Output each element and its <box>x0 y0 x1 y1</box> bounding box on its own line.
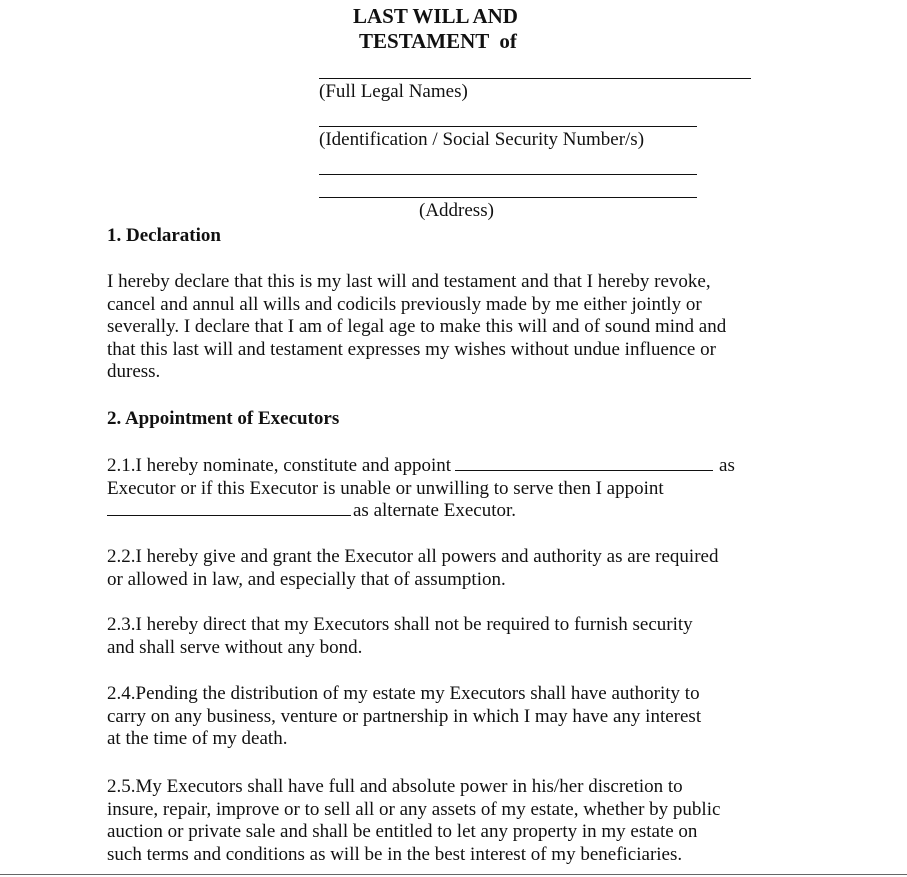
names-blank-line[interactable] <box>319 78 751 79</box>
executor-name-blank[interactable] <box>455 455 713 471</box>
paragraph-line: and shall serve without any bond. <box>107 636 363 658</box>
address-blank-line-2[interactable] <box>319 197 697 198</box>
clause-2-4 <box>107 683 701 751</box>
id-blank-line[interactable] <box>319 126 697 127</box>
clause-2-1-text-b: as <box>719 455 735 476</box>
paragraph-line: duress. <box>107 361 161 382</box>
paragraph-line: 2.4.Pending the distribution of my estate my Executors shall have authority to <box>107 683 700 704</box>
clause-2-1-text-d: as alternate Executor. <box>353 500 517 521</box>
paragraph-line: at the time of my death. <box>107 728 288 749</box>
clause-2-1-text-a: 2.1.I hereby nominate, constitute and appoint <box>107 455 452 476</box>
address-blank-line-1[interactable] <box>319 174 697 175</box>
paragraph-line: auction or private sale and shall be entitled to let any property in my estate on <box>107 821 698 842</box>
names-field-label: (Full Legal Names) <box>319 81 468 102</box>
clause-2-5 <box>107 776 720 866</box>
paragraph-line: that this last will and testament expresses my wishes without undue influence or <box>107 338 716 360</box>
paragraph-line: or allowed in law, and especially that of assumption. <box>107 568 506 590</box>
paragraph-line: cancel and annul all wills and codicils previously made by me either jointly or <box>107 293 702 315</box>
title-line-1: LAST WILL AND <box>353 4 518 28</box>
paragraph-line: 2.3.I hereby direct that my Executors shall not be required to furnish security <box>107 614 693 635</box>
section-1-heading: 1. Declaration <box>107 225 221 246</box>
paragraph-line: 2.2.I hereby give and grant the Executor all powers and authority as are required <box>107 546 719 567</box>
paragraph-line: severally. I declare that I am of legal age to make this will and of sound mind and <box>107 316 727 337</box>
paragraph-line: carry on any business, venture or partnership in which I may have any interest <box>107 705 702 727</box>
section-2-heading: 2. Appointment of Executors <box>107 408 340 429</box>
page-bottom-edge <box>0 874 907 875</box>
paragraph-line: I hereby declare that this is my last will and testament and that I hereby revoke, <box>107 271 711 292</box>
alternate-executor-blank[interactable] <box>107 500 351 516</box>
paragraph-line: insure, repair, improve or to sell all or any assets of my estate, whether by public <box>107 798 721 820</box>
paragraph-line: such terms and conditions as will be in the best interest of my beneficiaries. <box>107 843 683 865</box>
title-line-2: TESTAMENT of <box>359 29 517 53</box>
clause-2-1 <box>107 455 735 523</box>
section-1-paragraph <box>107 271 726 384</box>
address-field-label: (Address) <box>419 200 494 221</box>
clause-2-1-text-c: Executor or if this Executor is unable or unwilling to serve then I appoint <box>107 477 664 499</box>
id-field-label: (Identification / Social Security Number/s) <box>319 129 645 150</box>
clause-2-2 <box>107 546 718 591</box>
paragraph-line: 2.5.My Executors shall have full and absolute power in his/her discretion to <box>107 776 683 797</box>
clause-2-3 <box>107 614 693 659</box>
